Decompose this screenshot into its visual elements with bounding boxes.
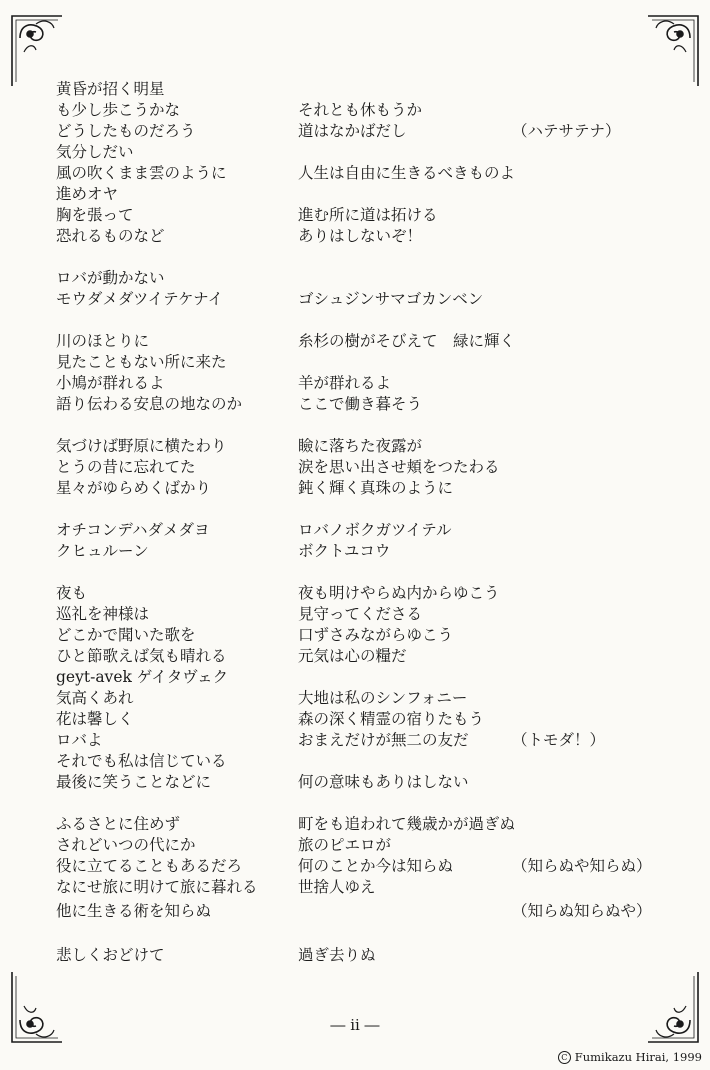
lyric-line <box>0 267 710 289</box>
lyric-right: 世捨人ゆえ <box>298 878 376 896</box>
lyric-right: 口ずさみながらゆこう <box>298 626 454 644</box>
lyric-left: 星々がゆらめくばかり <box>56 479 212 497</box>
lyric-right: 羊が群れるよ <box>298 374 392 392</box>
lyric-line <box>0 435 710 457</box>
copyright-text: Fumikazu Hirai, 1999 <box>574 1050 702 1064</box>
lyric-right: ありはしないぞ！ <box>298 227 423 245</box>
lyric-left: とうの昔に忘れてた <box>56 458 196 476</box>
corner-ornament-top-left <box>6 8 64 88</box>
lyric-line <box>0 855 710 877</box>
copyright-notice <box>558 1050 702 1064</box>
lyric-right: 糸杉の樹がそびえて 緑に輝く <box>298 332 516 350</box>
lyric-right: 旅のピエロが <box>298 836 392 854</box>
lyric-line <box>0 330 710 352</box>
lyric-right: 人生は自由に生きるべきものよ <box>298 164 516 182</box>
lyric-right: ロバノボクガツイテル <box>298 521 452 539</box>
lyric-left: 花は馨しく <box>56 710 134 728</box>
copyright-icon: C <box>558 1051 571 1064</box>
corner-ornament-top-right <box>646 8 704 88</box>
lyric-left: 役に立てることもあるだろ <box>56 857 243 875</box>
lyric-line <box>0 666 710 688</box>
lyric-line <box>0 750 710 772</box>
lyric-left: 黄昏が招く明星 <box>56 80 165 98</box>
lyric-left: ロバが動かない <box>56 269 165 287</box>
lyric-right: ここで働き暮そう <box>298 395 423 413</box>
lyric-line <box>0 99 710 121</box>
lyric-left: 語り伝わる安息の地なのか <box>56 395 243 413</box>
lyric-left: モウダメダツイテケナイ <box>56 290 224 308</box>
lyric-note: （トモダ！） <box>512 731 606 749</box>
lyric-line <box>0 944 710 966</box>
lyric-line <box>0 519 710 541</box>
lyric-left: どうしたものだろう <box>56 122 196 140</box>
lyric-left: 風の吹くまま雲のように <box>56 164 227 182</box>
lyric-left: オチコンデハダメダヨ <box>56 521 210 539</box>
lyric-left: 恐れるものなど <box>56 227 165 245</box>
lyric-line <box>0 900 710 922</box>
lyric-line <box>0 624 710 646</box>
lyric-line <box>0 456 710 478</box>
lyric-left: クヒュルーン <box>56 542 149 560</box>
lyric-line <box>0 225 710 247</box>
lyric-left: 胸を張って <box>56 206 134 224</box>
lyric-left: も少し歩こうかな <box>56 101 181 119</box>
lyric-left: 気づけば野原に横たわり <box>56 437 227 455</box>
lyric-right: ボクトユコウ <box>298 542 391 560</box>
lyric-line <box>0 162 710 184</box>
lyric-line <box>0 834 710 856</box>
lyric-line <box>0 729 710 751</box>
lyric-right: 森の深く精霊の宿りたもう <box>298 710 485 728</box>
lyric-left: ひと節歌えば気も晴れる <box>56 647 227 665</box>
lyric-note: （ハテサテナ） <box>512 122 621 140</box>
lyric-note: （知らぬや知らぬ） <box>512 857 652 875</box>
lyric-line <box>0 603 710 625</box>
lyric-right: 元気は心の糧だ <box>298 647 407 665</box>
lyric-line <box>0 183 710 205</box>
lyric-right: 道はなかばだし <box>298 122 407 140</box>
lyric-left: 小鳩が群れるよ <box>56 374 165 392</box>
lyric-right: 夜も明けやらぬ内からゆこう <box>298 584 500 602</box>
lyric-left: 見たこともない所に来た <box>56 353 227 371</box>
lyric-left: 気高くあれ <box>56 689 134 707</box>
page-number: ― ii ― <box>330 1016 380 1034</box>
lyric-line <box>0 288 710 310</box>
lyric-left: どこかで聞いた歌を <box>56 626 196 644</box>
lyric-line <box>0 351 710 373</box>
lyric-left: 他に生きる術を知らぬ <box>56 902 212 920</box>
lyric-line <box>0 372 710 394</box>
lyric-right: 涙を思い出させ頬をつたわる <box>298 458 500 476</box>
lyric-left: 巡礼を神様は <box>56 605 150 623</box>
lyric-left: ふるさとに住めず <box>56 815 181 833</box>
lyric-right: 過ぎ去りぬ <box>298 946 376 964</box>
lyric-left: 悲しくおどけて <box>56 946 165 964</box>
lyric-left: 気分しだい <box>56 143 134 161</box>
lyric-right: 鈍く輝く真珠のように <box>298 479 454 497</box>
lyric-left: geyt-avek ゲイタヴェク <box>56 668 229 686</box>
lyric-line <box>0 813 710 835</box>
lyric-right: 瞼に落ちた夜露が <box>298 437 423 455</box>
lyric-note: （知らぬ知らぬや） <box>512 902 652 920</box>
corner-ornament-bottom-left <box>6 970 64 1050</box>
corner-ornament-bottom-right <box>646 970 704 1050</box>
lyric-line <box>0 120 710 142</box>
lyric-right: 何の意味もありはしない <box>298 773 469 791</box>
lyric-left: 夜も <box>56 584 88 602</box>
lyric-right: それとも休もうか <box>298 101 423 119</box>
lyric-line <box>0 477 710 499</box>
lyric-right: 町をも追われて幾歳かが過ぎぬ <box>298 815 516 833</box>
lyric-left: なにせ旅に明けて旅に暮れる <box>56 878 258 896</box>
lyric-line <box>0 582 710 604</box>
lyric-left: されどいつの代にか <box>56 836 196 854</box>
lyric-line <box>0 204 710 226</box>
lyric-right: ゴシュジンサマゴカンベン <box>298 290 484 308</box>
lyric-line <box>0 876 710 898</box>
lyric-left: 最後に笑うことなどに <box>56 773 212 791</box>
lyric-right: 見守ってくださる <box>298 605 423 623</box>
lyric-left: それでも私は信じている <box>56 752 227 770</box>
lyric-right: 大地は私のシンフォニー <box>298 689 468 707</box>
lyric-line <box>0 645 710 667</box>
lyric-right: 進む所に道は拓ける <box>298 206 438 224</box>
lyric-left: 進めオヤ <box>56 185 119 203</box>
lyric-left: ロバよ <box>56 731 103 749</box>
lyric-line <box>0 78 710 100</box>
lyric-line <box>0 687 710 709</box>
lyric-line <box>0 540 710 562</box>
lyric-line <box>0 708 710 730</box>
lyric-right: 何のことか今は知らぬ <box>298 857 454 875</box>
lyric-left: 川のほとりに <box>56 332 150 350</box>
lyric-right: おまえだけが無二の友だ <box>298 731 469 749</box>
lyric-line <box>0 141 710 163</box>
lyric-line <box>0 771 710 793</box>
lyric-line <box>0 393 710 415</box>
